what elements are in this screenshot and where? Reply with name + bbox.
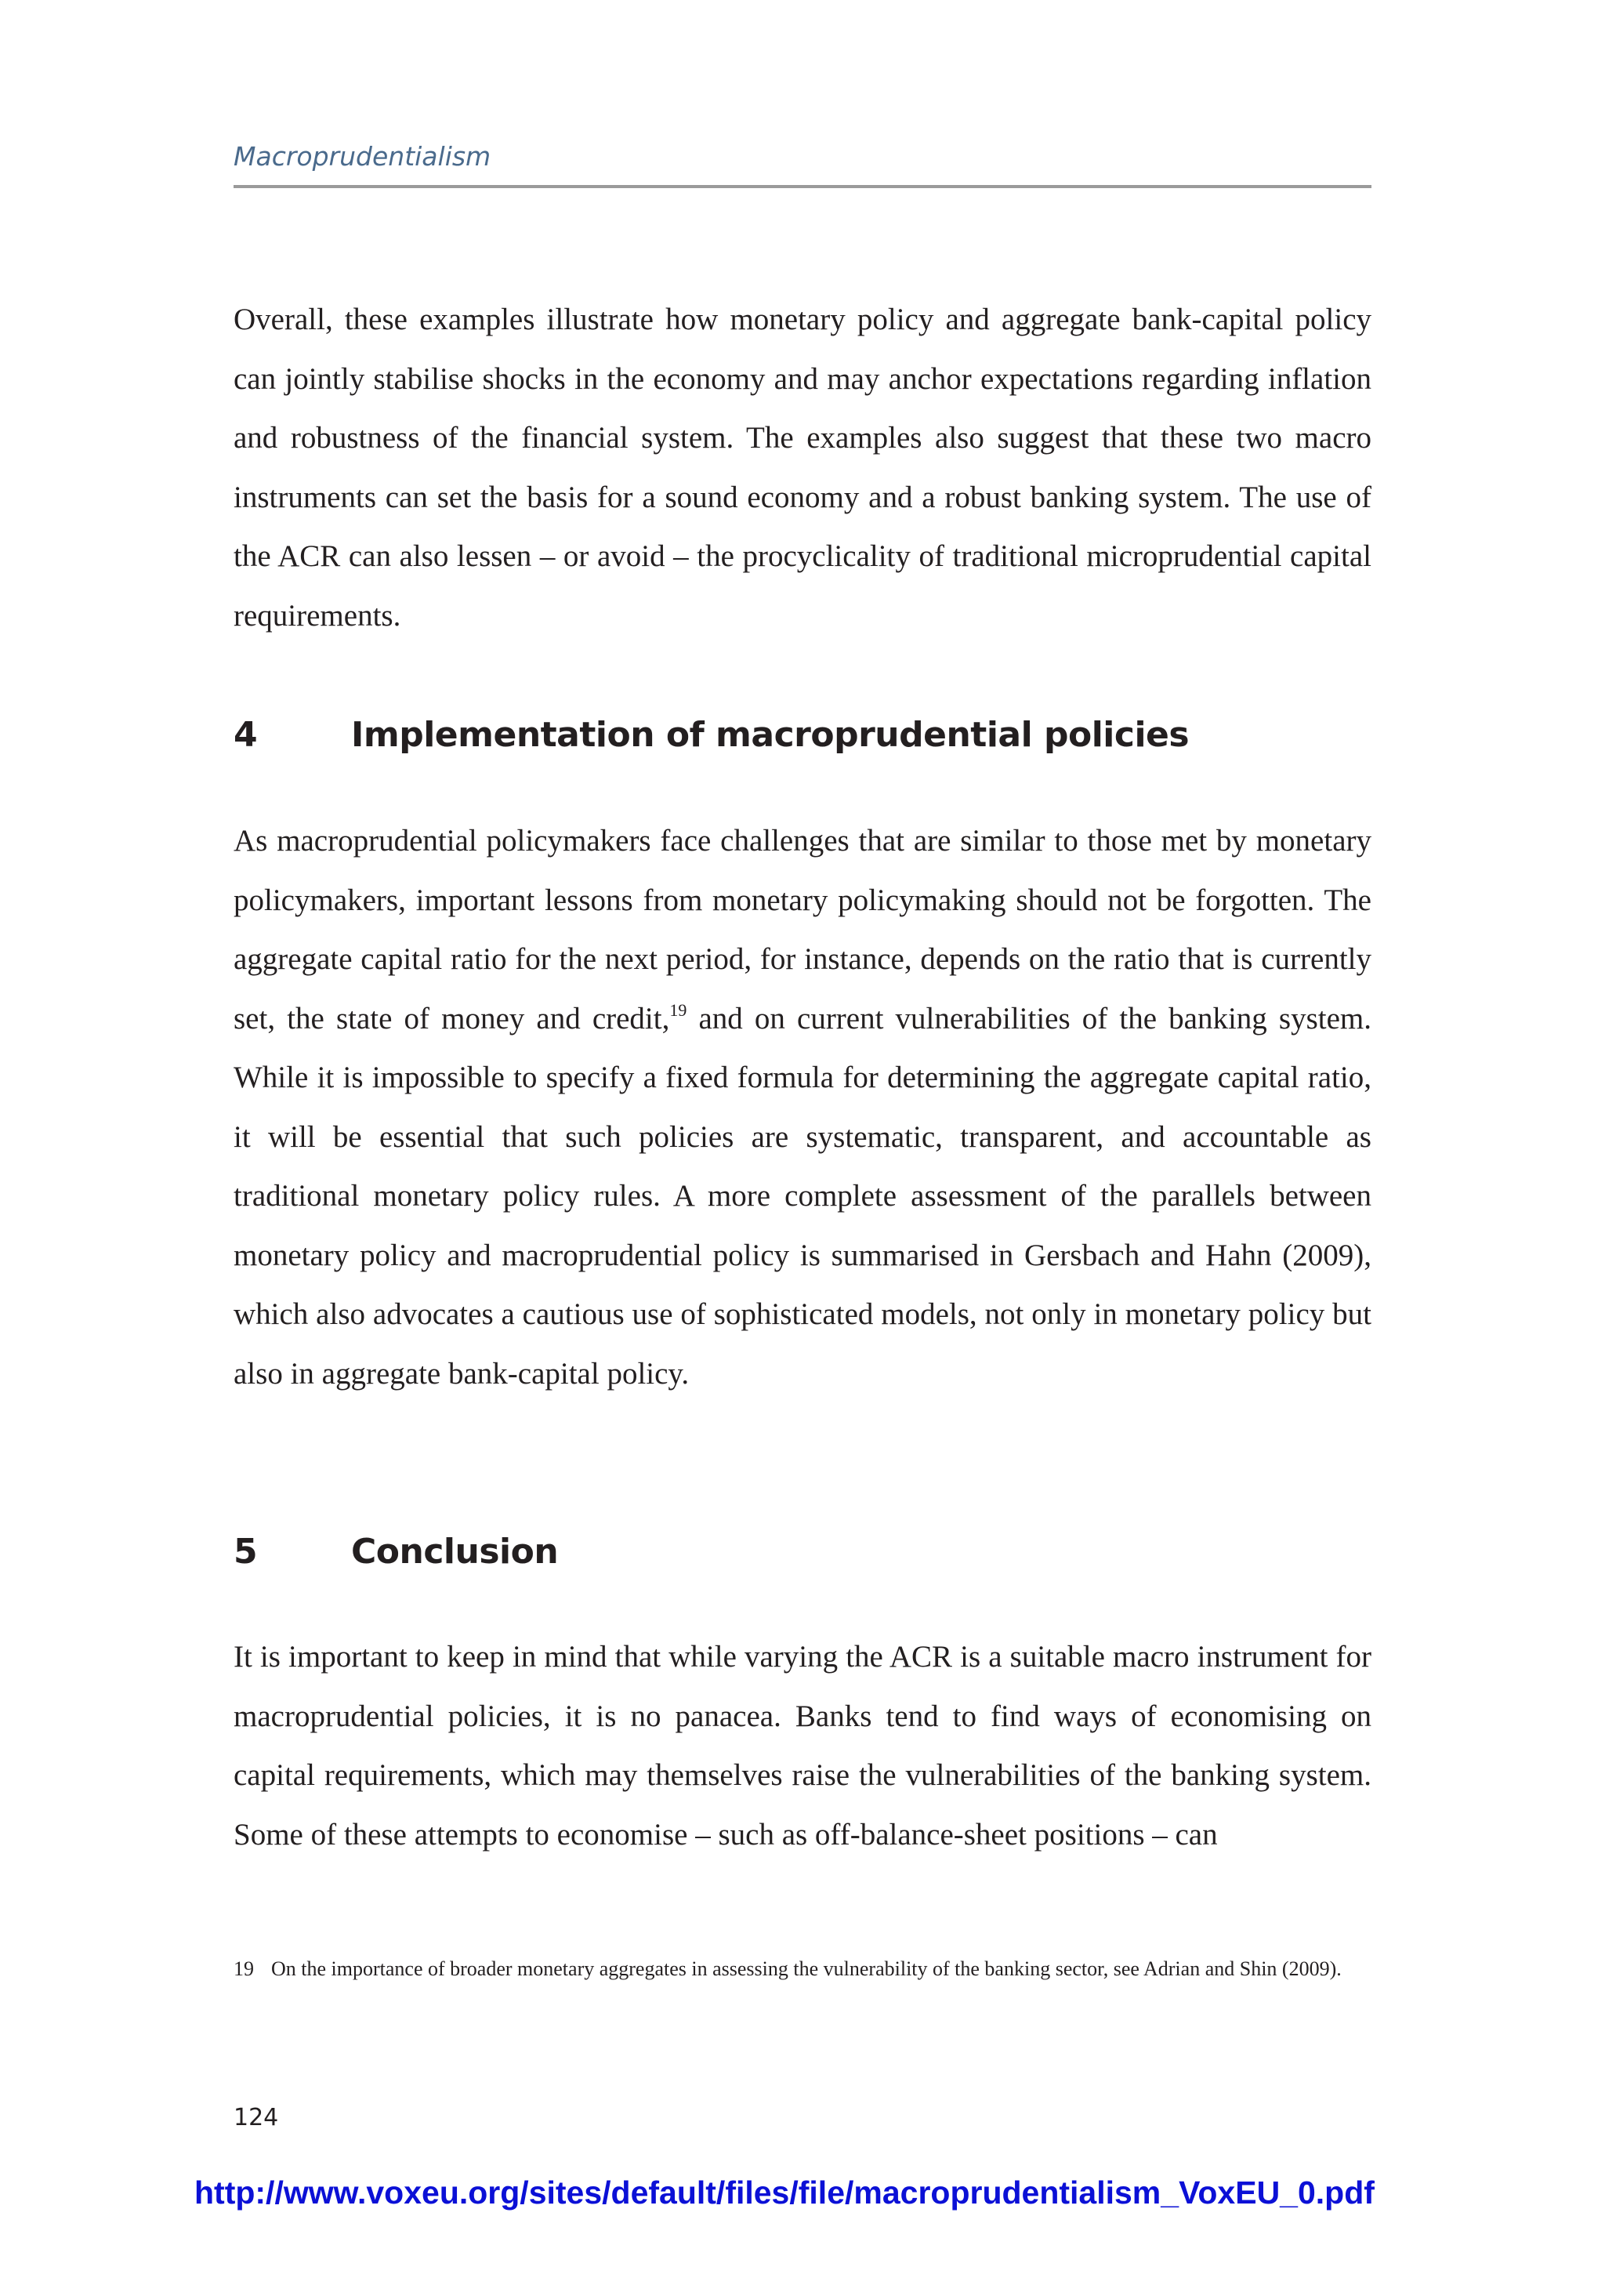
section-4-paragraph: [234, 811, 1371, 1403]
section-5-paragraph: It is important to keep in mind that while varying the ACR is a suitable macro instrument for macroprudential policies, it is no panacea. Banks tend to find ways of economising on capital requirements, which may themselves raise the vulnerabilities of the banking system. Some of these attempts to economise – such as off-balance-sheet positions – can: [234, 1640, 1371, 1852]
footnote-text: On the importance of broader monetary aggregates in assessing the vulnerability of the banking sector, see Adrian and Shin (2009).: [271, 1957, 1342, 1980]
section-5-number: 5: [234, 1532, 258, 1572]
body-paragraph-1: Overall, these examples illustrate how monetary policy and aggregate bank-capital policy can jointly stabilise shocks in the economy and may anchor expectations regarding inflation and robustness of the financial system. The examples also suggest that these two macro instruments can set the basis for a sound economy and a robust banking system. The use of the ACR can also lessen – or avoid – the procyclicality of traditional microprudential capital requirements.: [234, 303, 1371, 633]
footnote-number: 19: [234, 1957, 254, 1980]
footnote-reference-19[interactable]: 19: [669, 999, 687, 1020]
section-4-title: Implementation of macroprudential policies: [351, 715, 1190, 755]
footnote-19: [234, 1949, 1371, 1989]
source-url-link[interactable]: http://www.voxeu.org/sites/default/files/file/macroprudentialism_VoxEU_0.pdf: [194, 2174, 1375, 2211]
section-4-number: 4: [234, 715, 258, 755]
section-4-text-part-1: As macroprudential policymakers face challenges that are similar to those met by monetary policymakers, important lessons from monetary policymaking should not be forgotten. The aggregate capital ratio for the next period, for instance, depends on the ratio that is currently set, the state of money and credit,: [234, 824, 1371, 1036]
header-rule: [234, 185, 1371, 188]
section-5-title: Conclusion: [351, 1532, 559, 1572]
section-5-heading: [234, 1532, 1371, 1572]
running-header: Macroprudentialism: [234, 141, 491, 172]
page-number: 124: [234, 2104, 279, 2131]
section-4-heading: [234, 715, 1371, 755]
section-4-text-part-2: and on current vulnerabilities of the banking system. While it is impossible to specify a fixed formula for determining the aggregate capital ratio, it will be essential that such policies are systematic, transparent, and accountable as traditional monetary policy rules. A more complete assessment of the parallels between monetary policy and macroprudential policy is summarised in Gersbach and Hahn (2009), which also advocates a cautious use of sophisticated models, not only in monetary policy but also in aggregate bank-capital policy.: [234, 1001, 1371, 1391]
